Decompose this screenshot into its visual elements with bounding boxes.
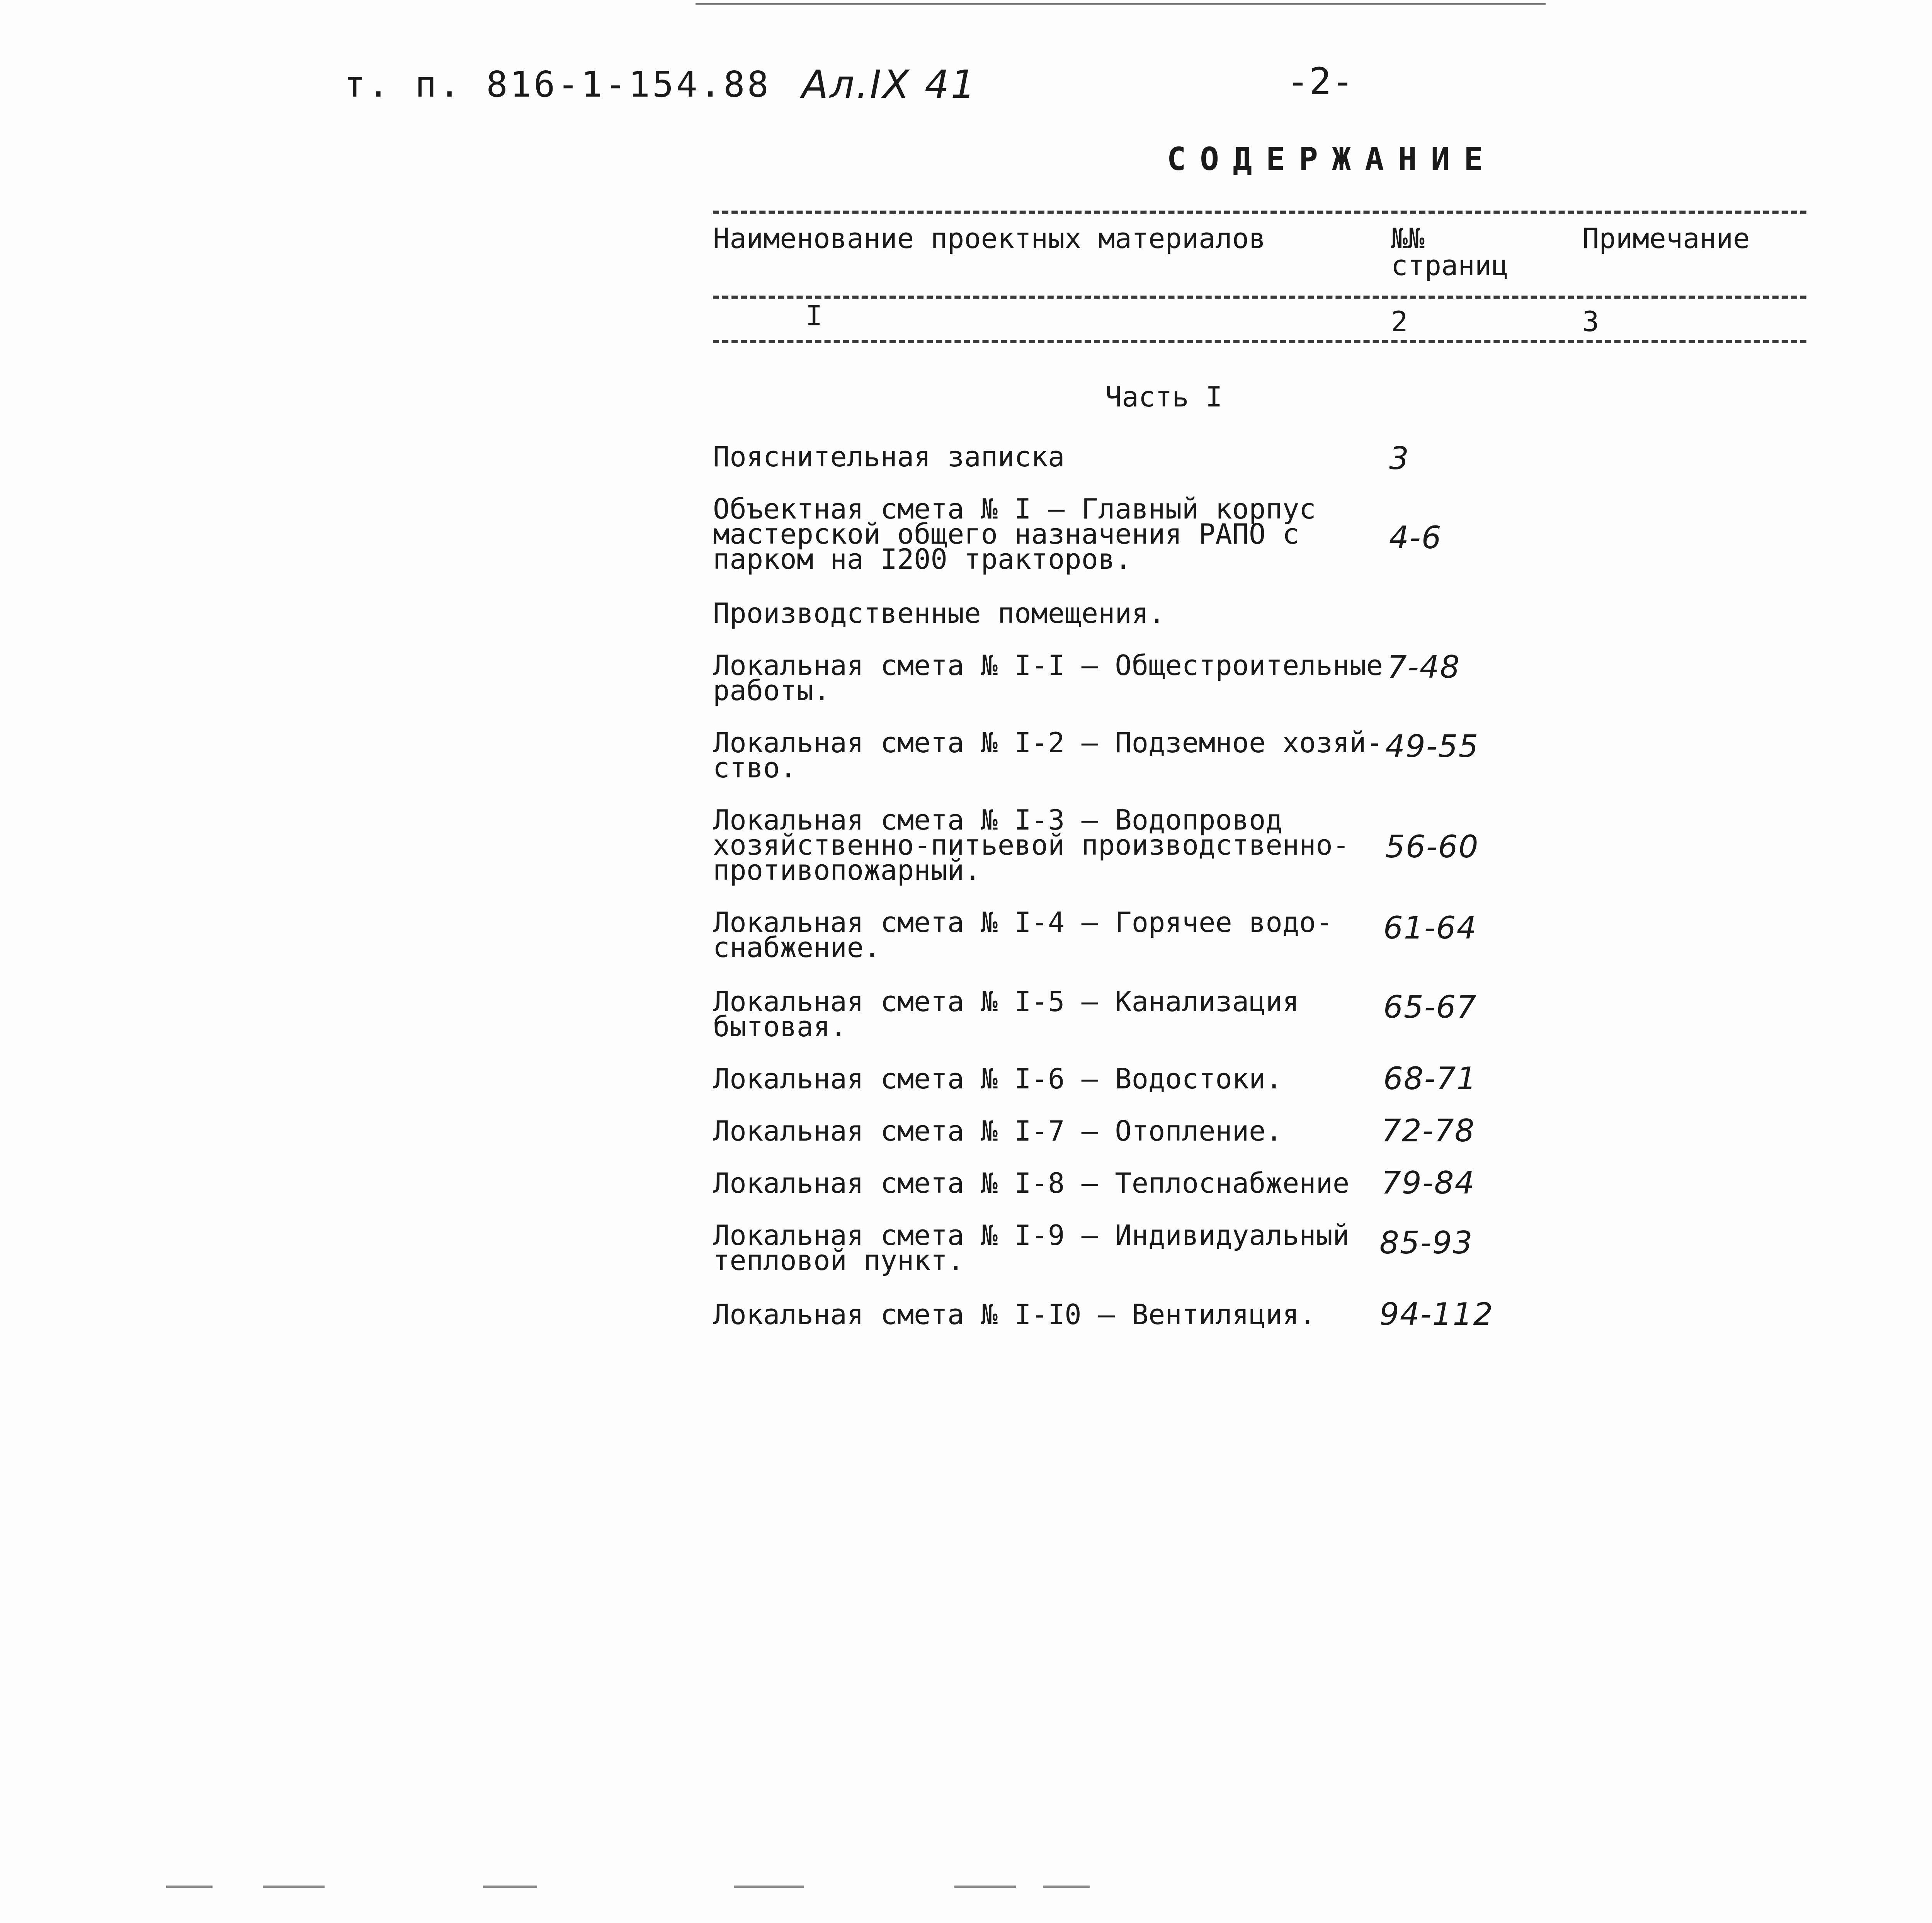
row-1-line-1: мастерской общего назначения РАПО с xyxy=(713,518,1299,550)
column-header-note: Примечание xyxy=(1582,222,1750,255)
row-3-line-1: работы. xyxy=(713,674,830,707)
scan-mark xyxy=(734,1886,804,1888)
page-title: СОДЕРЖАНИЕ xyxy=(1167,141,1497,178)
table-rule-middle xyxy=(713,296,1806,299)
row-7-line-0: Локальная смета № I-5 – Канализация xyxy=(713,985,1299,1018)
row-5-line-1: хозяйственно-питьевой производственно- xyxy=(713,829,1350,861)
row-12-line-0: Локальная смета № I-I0 – Вентиляция. xyxy=(713,1298,1316,1331)
row-4-line-1: ство. xyxy=(713,752,797,784)
column-number-3: 3 xyxy=(1582,305,1599,338)
column-number-2: 2 xyxy=(1391,305,1408,338)
scan-mark xyxy=(1043,1886,1090,1888)
column-header-pages: страниц xyxy=(1391,249,1509,282)
row-9-line-0: Локальная смета № I-7 – Отопление. xyxy=(713,1115,1282,1147)
row-4-pages: 49-55 xyxy=(1385,728,1479,764)
row-11-pages: 85-93 xyxy=(1379,1225,1473,1261)
row-3-line-0: Локальная смета № I-I – Общестроительные xyxy=(713,649,1383,682)
row-5-line-2: противопожарный. xyxy=(713,854,981,886)
doc-code: т. п. 816-1-154.88 xyxy=(344,64,771,105)
row-10-pages: 79-84 xyxy=(1381,1165,1475,1201)
top-border xyxy=(696,3,1546,5)
row-6-line-1: снабжение. xyxy=(713,931,881,964)
row-5-pages: 56-60 xyxy=(1385,829,1479,865)
row-7-pages: 65-67 xyxy=(1383,989,1477,1025)
row-8-line-0: Локальная смета № I-6 – Водостоки. xyxy=(713,1063,1282,1095)
row-8-pages: 68-71 xyxy=(1383,1061,1477,1097)
row-1-line-2: парком на I200 тракторов. xyxy=(713,543,1132,575)
row-9-pages: 72-78 xyxy=(1381,1113,1475,1149)
column-header-pages-sign: №№ xyxy=(1391,222,1425,255)
row-2-line-0: Производственные помещения. xyxy=(713,597,1165,629)
row-1-pages: 4-6 xyxy=(1389,520,1442,556)
column-number-1: I xyxy=(806,299,823,332)
album-number: Ал.IX 41 xyxy=(802,62,977,107)
row-0-pages: 3 xyxy=(1389,440,1410,476)
page-number: -2- xyxy=(1287,60,1354,103)
row-11-line-0: Локальная смета № I-9 – Индивидуальный xyxy=(713,1219,1350,1251)
row-7-line-1: бытовая. xyxy=(713,1010,847,1043)
row-3-pages: 7-48 xyxy=(1387,649,1461,685)
row-0-line-0: Пояснительная записка xyxy=(713,440,1065,473)
table-rule-top xyxy=(713,211,1806,214)
row-1-line-0: Объектная смета № I – Главный корпус xyxy=(713,493,1316,525)
scan-mark xyxy=(166,1886,213,1888)
row-4-line-0: Локальная смета № I-2 – Подземное хозяй- xyxy=(713,726,1383,759)
row-5-line-0: Локальная смета № I-3 – Водопровод xyxy=(713,804,1282,836)
scan-mark xyxy=(263,1886,325,1888)
column-header-name: Наименование проектных материалов xyxy=(713,222,1266,255)
row-6-line-0: Локальная смета № I-4 – Горячее водо- xyxy=(713,906,1333,939)
scan-mark xyxy=(483,1886,537,1888)
row-11-line-1: тепловой пункт. xyxy=(713,1244,964,1277)
scan-mark xyxy=(954,1886,1016,1888)
row-6-pages: 61-64 xyxy=(1383,910,1477,946)
section-title: Часть I xyxy=(1105,381,1223,413)
table-rule-bottom xyxy=(713,340,1806,343)
row-10-line-0: Локальная смета № I-8 – Теплоснабжение xyxy=(713,1167,1350,1199)
row-12-pages: 94-112 xyxy=(1379,1296,1494,1332)
